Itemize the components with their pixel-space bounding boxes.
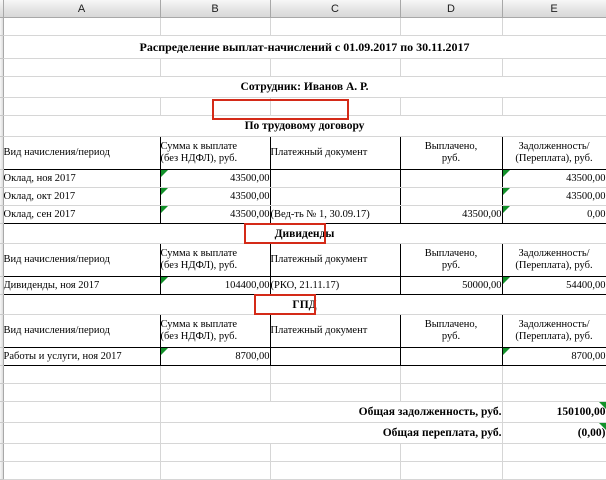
cell[interactable] [502, 462, 606, 480]
cell[interactable] [270, 444, 400, 462]
total-debt-label: Общая задолженность, руб. [160, 402, 502, 423]
spreadsheet-row [0, 36, 606, 59]
cell[interactable] [3, 423, 160, 444]
table-header-row [0, 244, 606, 277]
cell[interactable] [270, 366, 400, 384]
spreadsheet-row [0, 77, 606, 98]
header-amount-line2: (без НДФЛ), руб. [160, 260, 238, 271]
cell-debt[interactable]: 43500,00 [502, 188, 606, 206]
cell-debt[interactable]: 54400,00 [502, 277, 606, 295]
section-title-gpd: ГПД [3, 295, 606, 315]
header-kind: Вид начисления/период [3, 137, 160, 170]
spreadsheet-row [0, 18, 606, 36]
cell[interactable] [3, 98, 160, 116]
header-paid-line1: Выплачено, [424, 248, 478, 259]
cell[interactable] [270, 384, 400, 402]
header-amount-line1: Сумма к выплате [160, 141, 238, 152]
cell[interactable] [270, 18, 400, 36]
column-header-a[interactable]: A [3, 0, 160, 18]
cell[interactable] [400, 18, 502, 36]
spreadsheet-row [0, 444, 606, 462]
header-paid-line2: руб. [441, 260, 461, 271]
header-amount-line1: Сумма к выплате [160, 319, 238, 330]
employee-line: Сотрудник: Иванов А. Р. [3, 77, 606, 98]
table-row [0, 188, 606, 206]
table-header-row [0, 315, 606, 348]
header-paid-line1: Выплачено, [424, 141, 478, 152]
header-amount-line1: Сумма к выплате [160, 248, 238, 259]
cell-paid[interactable] [400, 348, 502, 366]
column-header-d[interactable]: D [400, 0, 502, 18]
header-amount [160, 137, 270, 170]
report-title: Распределение выплат-начислений с 01.09.2017 по 30.11.2017 [3, 36, 606, 59]
cell[interactable] [400, 59, 502, 77]
cell-paid[interactable] [400, 170, 502, 188]
cell-document[interactable] [270, 188, 400, 206]
column-header-row [0, 0, 606, 18]
cell[interactable] [400, 366, 502, 384]
cell[interactable] [502, 18, 606, 36]
total-overpay-label: Общая переплата, руб. [160, 423, 502, 444]
header-debt [502, 315, 606, 348]
cell[interactable] [270, 59, 400, 77]
header-amount-line2: (без НДФЛ), руб. [160, 153, 238, 164]
cell-document[interactable]: (РКО, 21.11.17) [270, 277, 400, 295]
header-amount [160, 315, 270, 348]
header-amount [160, 244, 270, 277]
cell-paid[interactable]: 43500,00 [400, 206, 502, 224]
cell[interactable] [160, 444, 270, 462]
table-row [0, 277, 606, 295]
cell[interactable] [502, 366, 606, 384]
cell-amount[interactable]: 104400,00 [160, 277, 270, 295]
header-debt-line2: (Переплата), руб. [515, 260, 593, 271]
section-title-row [0, 224, 606, 244]
cell[interactable] [3, 59, 160, 77]
header-debt-line1: Задолженность/ [518, 319, 590, 330]
cell[interactable] [3, 462, 160, 480]
cell[interactable] [270, 98, 400, 116]
spreadsheet-row [0, 366, 606, 384]
cell-amount[interactable]: 8700,00 [160, 348, 270, 366]
header-kind: Вид начисления/период [3, 315, 160, 348]
spreadsheet-row [0, 59, 606, 77]
column-header-c[interactable]: C [270, 0, 400, 18]
section-title-dividendy: Дивиденды [3, 224, 606, 244]
cell[interactable] [3, 384, 160, 402]
cell[interactable] [3, 18, 160, 36]
cell[interactable] [3, 366, 160, 384]
table-row [0, 170, 606, 188]
cell[interactable] [160, 98, 270, 116]
cell-amount[interactable]: 43500,00 [160, 170, 270, 188]
section-title-row [0, 295, 606, 315]
cell-debt[interactable]: 43500,00 [502, 170, 606, 188]
header-debt [502, 137, 606, 170]
header-document: Платежный документ [270, 315, 400, 348]
cell-document[interactable] [270, 170, 400, 188]
header-debt [502, 244, 606, 277]
cell[interactable] [400, 462, 502, 480]
cell[interactable] [502, 59, 606, 77]
section-title-row [0, 116, 606, 137]
column-header-e[interactable]: E [502, 0, 606, 18]
cell[interactable] [160, 59, 270, 77]
table-row [0, 206, 606, 224]
cell-kind[interactable]: Оклад, окт 2017 [3, 188, 160, 206]
header-document: Платежный документ [270, 137, 400, 170]
cell[interactable] [502, 384, 606, 402]
cell-document[interactable] [270, 348, 400, 366]
cell[interactable] [400, 384, 502, 402]
cell-debt[interactable]: 0,00 [502, 206, 606, 224]
cell[interactable] [160, 366, 270, 384]
cell[interactable] [3, 444, 160, 462]
cell-paid[interactable] [400, 188, 502, 206]
header-debt-line2: (Переплата), руб. [515, 331, 593, 342]
cell-amount[interactable]: 43500,00 [160, 206, 270, 224]
column-header-b[interactable]: B [160, 0, 270, 18]
header-paid [400, 315, 502, 348]
table-header-row [0, 137, 606, 170]
header-debt-line1: Задолженность/ [518, 248, 590, 259]
header-paid [400, 137, 502, 170]
table-row [0, 348, 606, 366]
cell[interactable] [502, 444, 606, 462]
cell-kind[interactable]: Оклад, сен 2017 [3, 206, 160, 224]
cell-amount[interactable]: 43500,00 [160, 188, 270, 206]
cell[interactable] [160, 384, 270, 402]
cell[interactable] [160, 462, 270, 480]
header-document: Платежный документ [270, 244, 400, 277]
header-kind: Вид начисления/период [3, 244, 160, 277]
total-debt-value[interactable]: 150100,00 [502, 402, 606, 423]
header-paid-line2: руб. [441, 331, 461, 342]
cell-document[interactable]: (Вед-ть № 1, 30.09.17) [270, 206, 400, 224]
cell[interactable] [502, 98, 606, 116]
cell-kind[interactable]: Оклад, ноя 2017 [3, 170, 160, 188]
totals-row [0, 423, 606, 444]
header-paid-line1: Выплачено, [424, 319, 478, 330]
total-overpay-value[interactable]: (0,00) [502, 423, 606, 444]
header-paid-line2: руб. [441, 153, 461, 164]
cell-paid[interactable]: 50000,00 [400, 277, 502, 295]
header-amount-line2: (без НДФЛ), руб. [160, 331, 238, 342]
section-title-trudovoy: По трудовому договору [3, 116, 606, 137]
cell[interactable] [160, 18, 270, 36]
header-debt-line1: Задолженность/ [518, 141, 590, 152]
cell[interactable] [400, 98, 502, 116]
cell-kind[interactable]: Дивиденды, ноя 2017 [3, 277, 160, 295]
totals-row [0, 402, 606, 423]
cell[interactable] [3, 402, 160, 423]
cell[interactable] [270, 462, 400, 480]
spreadsheet-row [0, 462, 606, 480]
cell[interactable] [400, 444, 502, 462]
spreadsheet-row [0, 98, 606, 116]
cell-debt[interactable]: 8700,00 [502, 348, 606, 366]
spreadsheet-row [0, 384, 606, 402]
cell-kind[interactable]: Работы и услуги, ноя 2017 [3, 348, 160, 366]
header-debt-line2: (Переплата), руб. [515, 153, 593, 164]
header-paid [400, 244, 502, 277]
